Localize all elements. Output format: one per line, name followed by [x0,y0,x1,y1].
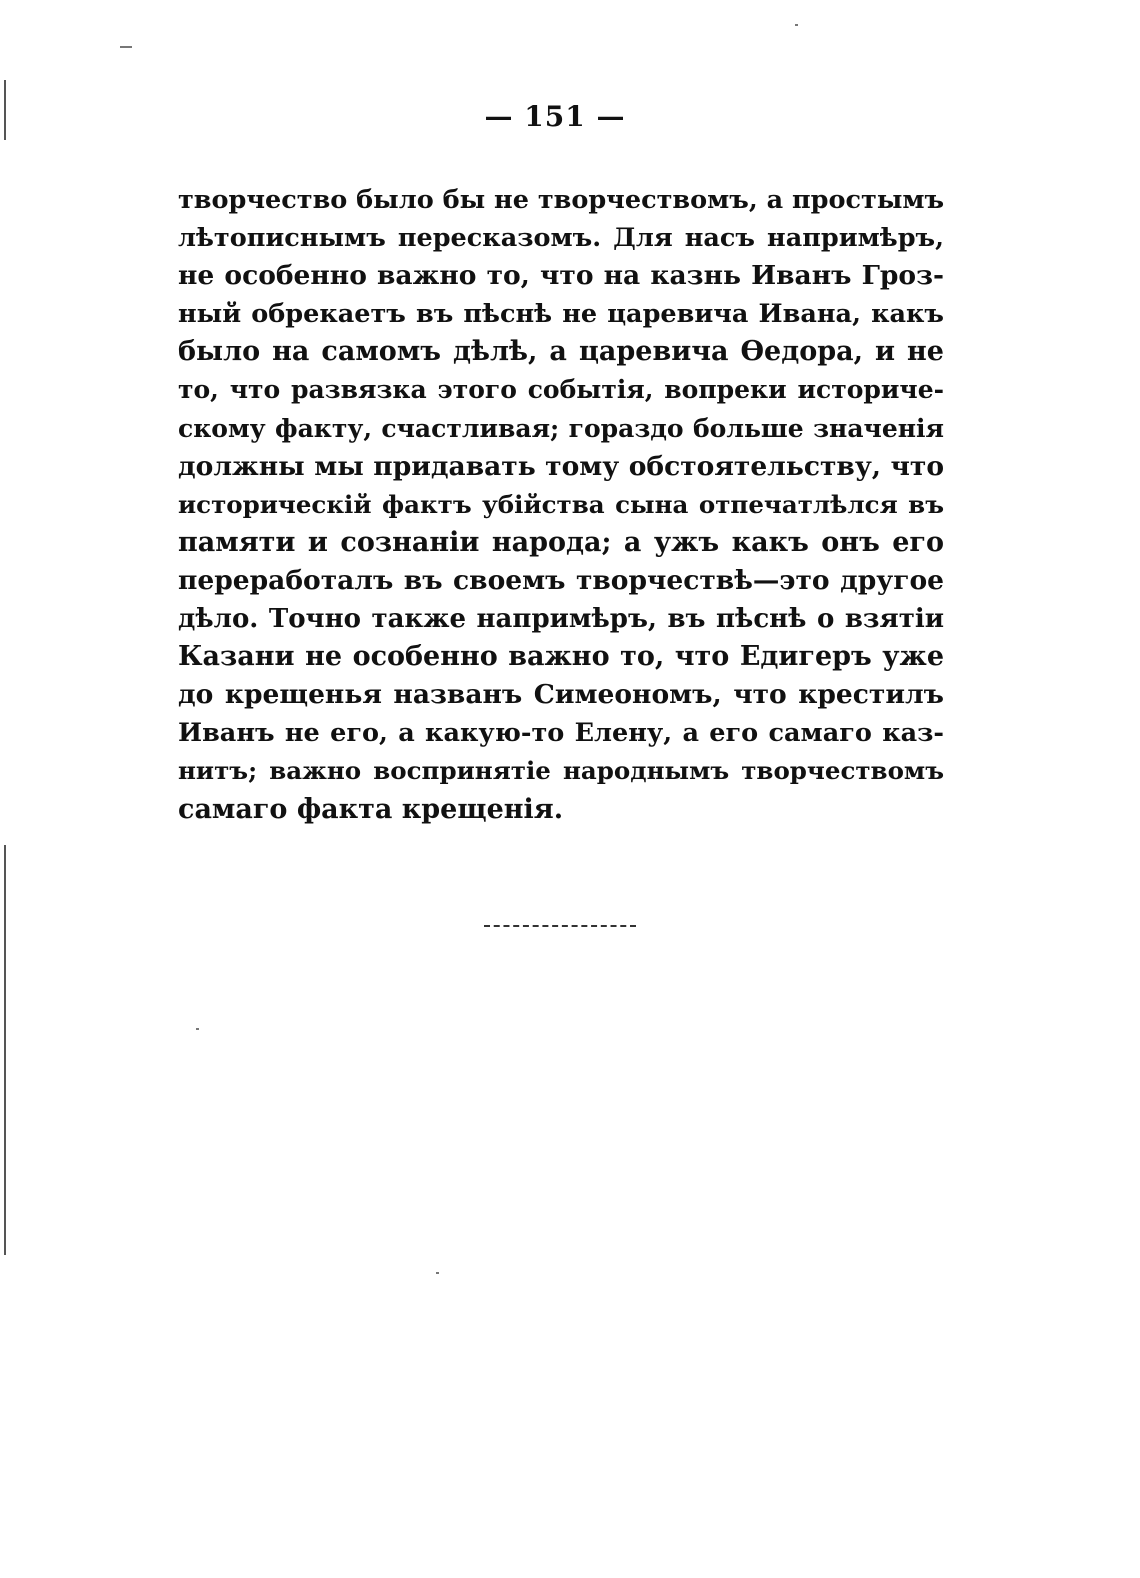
scan-speck [196,1028,199,1030]
text-line: Иванъ не его, а какую-то Елену, а его самаго каз- [178,718,944,749]
scan-speck [436,1272,439,1274]
text-line: то, что развязка этого событія, вопреки историче- [178,375,944,405]
text-line: историческій фактъ убійства сына отпечатлѣлся въ [178,489,944,519]
section-separator [484,925,636,927]
text-line: лѣтописнымъ пересказомъ. Для насъ напримѣръ, [178,223,944,254]
scan-speck [120,46,132,48]
scan-edge-mark [4,845,6,1255]
text-line: памяти и сознаніи народа; а ужъ какъ онъ его [178,526,944,558]
text-line: скому факту, счастливая; гораздо больше значенія [178,413,944,443]
scan-speck [795,24,798,26]
text-line: было на самомъ дѣлѣ, а царевича Ѳедора, и не [178,336,944,368]
text-line: самаго факта крещенія. [178,793,564,825]
text-line: дѣло. Точно также напримѣръ, въ пѣснѣ о взятіи [178,604,944,635]
text-line: до крещенья названъ Симеономъ, что крестилъ [178,679,944,711]
page-number: — 151 — [484,100,626,133]
text-line: должны мы придавать тому обстоятельству, что [178,450,944,482]
text-line: ный обрекаетъ въ пѣснѣ не царевича Ивана, какъ [178,299,944,330]
text-line: творчество было бы не творчествомъ, а простымъ [178,185,945,215]
text-line: не особенно важно то, что на казнь Иванъ Гроз- [178,260,944,292]
text-line: Казани не особенно важно то, что Едигеръ уже [178,641,944,673]
text-line: переработалъ въ своемъ творчествѣ—это другое [178,564,944,596]
text-line: нитъ; важно воспринятіе народнымъ творчествомъ [178,756,944,786]
body-text [178,181,944,829]
